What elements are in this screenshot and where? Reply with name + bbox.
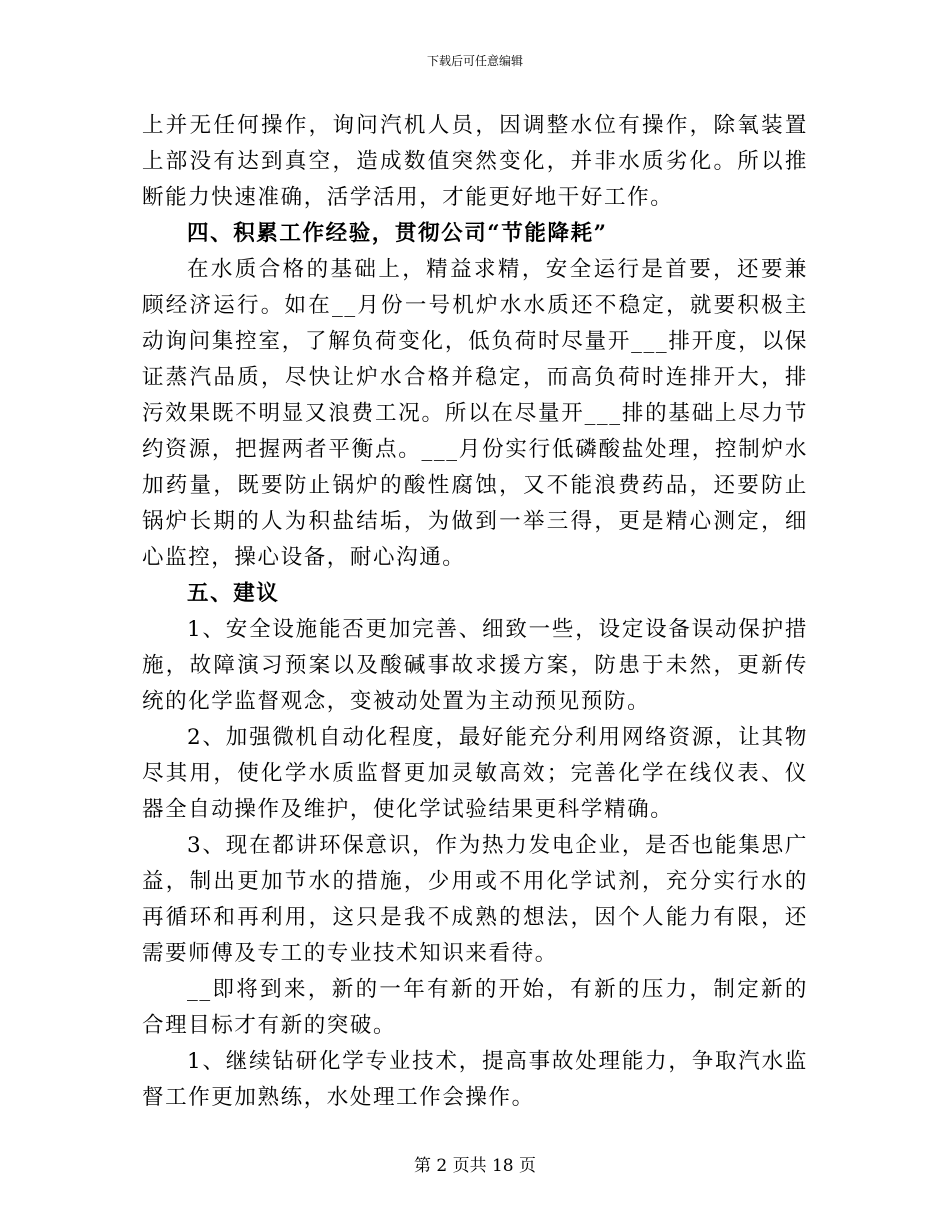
document-body: [142, 108, 808, 1116]
suggestion-item: 3、现在都讲环保意识，作为热力发电企业，是否也能集思广益，制出更加节水的措施，少用或不用化学试剂，充分实行水的再循环和再利用，这只是我不成熟的想法，因个人能力有限，还需要师傅及专工的专业技术知识来看待。: [142, 833, 808, 966]
page-header: 下载后可任意编辑: [426, 54, 523, 68]
section-heading: 五、建议: [187, 581, 280, 606]
page-footer: 第 2 页共 18 页: [413, 1156, 537, 1176]
suggestion-item: 1、安全设施能否更加完善、细致一些，设定设备误动保护措施，故障演习预案以及酸碱事故求援方案，防患于未然，更新传统的化学监督观念，变被动处置为主动预见预防。: [142, 617, 808, 714]
paragraph: 上并无任何操作，询问汽机人员，因调整水位有操作，除氧装置上部没有达到真空，造成数值突然变化，并非水质劣化。所以推断能力快速准确，活学活用，才能更好地干好工作。: [142, 113, 808, 210]
suggestion-item: 2、加强微机自动化程度，最好能充分利用网络资源，让其物尽其用，使化学水质监督更加灵敏高效；完善化学在线仪表、仪器全自动操作及维护，使化学试验结果更科学精确。: [142, 725, 808, 822]
paragraph: __即将到来，新的一年有新的开始，有新的压力，制定新的合理目标才有新的突破。: [142, 977, 808, 1038]
paragraph: 在水质合格的基础上，精益求精，安全运行是首要，还要兼顾经济运行。如在__月份一号机炉水水质还不稳定，就要积极主动询问集控室，了解负荷变化，低负荷时尽量开___排开度，以保证蒸汽品质，尽快让炉水合格并稳定，而高负荷时连排开大，排污效果既不明显又浪费工况。所以在尽量开___排的基础上尽力节约资源，把握两者平衡点。___月份实行低磷酸盐处理，控制炉水加药量，既要防止锅炉的酸性腐蚀，又不能浪费药品，还要防止锅炉长期的人为积盐结垢，为做到一举三得，更是精心测定，细心监控，操心设备，耐心沟通。: [142, 257, 808, 570]
plan-item: 1、继续钻研化学专业技术，提高事故处理能力，争取汽水监督工作更加熟练，水处理工作会操作。: [142, 1049, 808, 1110]
section-heading: 四、积累工作经验，贯彻公司“节能降耗”: [187, 221, 608, 246]
